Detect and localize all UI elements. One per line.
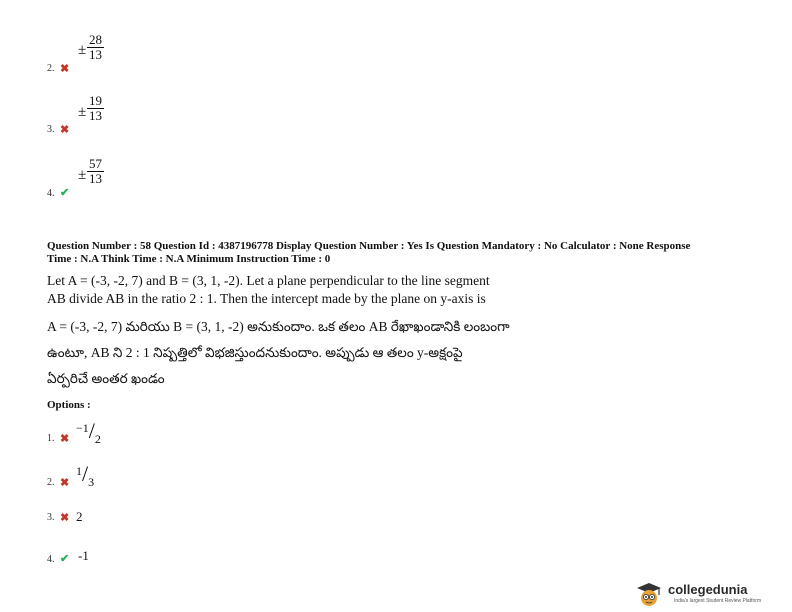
question-line: AB divide AB in the ratio 2 : 1. Then the intercept made by the plane on y-axis is [47,291,486,306]
fraction-numerator: −1 [76,421,89,435]
wrong-mark-icon: ✖ [60,512,70,524]
option-fraction [87,33,104,62]
option-fraction [87,94,104,123]
correct-mark-icon: ✔ [60,187,70,199]
logo-name: collegedunia [668,582,748,597]
option-number: 1. [47,433,55,444]
question-line: ఏర్పరిచే అంతర ఖండం [47,371,165,386]
option-number: 2. [47,477,55,488]
graduate-mascot-icon [634,580,664,608]
fraction-denominator: 13 [89,108,102,123]
options-label: Options : [47,399,91,411]
wrong-mark-icon: ✖ [60,63,70,75]
question-text-telugu [47,318,767,392]
logo-tagline: India's largest Student Review Platform [674,598,762,604]
option-value: -1 [78,548,89,563]
option-number: 2. [47,63,55,74]
question-meta-line2: Time : N.A Think Time : N.A Minimum Instruction Time : 0 [47,253,331,265]
plus-minus-sign: ± [78,42,87,58]
option-value: 2 [76,509,83,524]
wrong-mark-icon: ✖ [60,124,70,136]
fraction-numerator: 19 [89,93,102,108]
option-number: 3. [47,124,55,135]
collegedunia-logo [634,580,784,608]
option-fraction [76,461,94,487]
option-number: 4. [47,554,55,565]
wrong-mark-icon: ✖ [60,477,70,489]
option-number: 4. [47,188,55,199]
correct-mark-icon: ✔ [60,553,70,565]
option-fraction [76,418,101,444]
fraction-denominator: 2 [94,432,101,446]
fraction-numerator: 1 [76,464,82,478]
option-fraction [87,157,104,186]
question-meta [47,240,767,266]
question-line: Let A = (-3, -2, 7) and B = (3, 1, -2). Let a plane perpendicular to the line segment [47,273,490,288]
plus-minus-sign: ± [78,104,87,120]
question-line-wrap [47,318,767,344]
fraction-denominator: 3 [88,475,95,489]
fraction-numerator: 57 [89,156,102,171]
fraction-denominator: 13 [89,47,102,62]
fraction-slash: / [88,418,95,443]
wrong-mark-icon: ✖ [60,433,70,445]
question-line-wrap [47,370,767,392]
question-line-wrap [47,344,767,370]
fraction-slash: / [82,461,89,486]
question-line: ఉంటూ, AB ని 2 : 1 నిష్పత్తిలో విభజిస్తుందనుకుందాం. అప్పుడు ఆ తలం y-అక్షంపై [47,345,463,360]
fraction-numerator: 28 [89,32,102,47]
fraction-denominator: 13 [89,171,102,186]
question-line: A = (-3, -2, 7) మరియు B = (3, 1, -2) అనుకుందాం. ఒక తలం AB రేఖాఖండానికి లంబంగా [47,319,510,334]
question-text-english [47,272,767,308]
option-number: 3. [47,512,55,523]
question-meta-line1: Question Number : 58 Question Id : 4387196778 Display Question Number : Yes Is Question Mandatory : No Calculator : None Response [47,240,691,252]
plus-minus-sign: ± [78,167,87,183]
